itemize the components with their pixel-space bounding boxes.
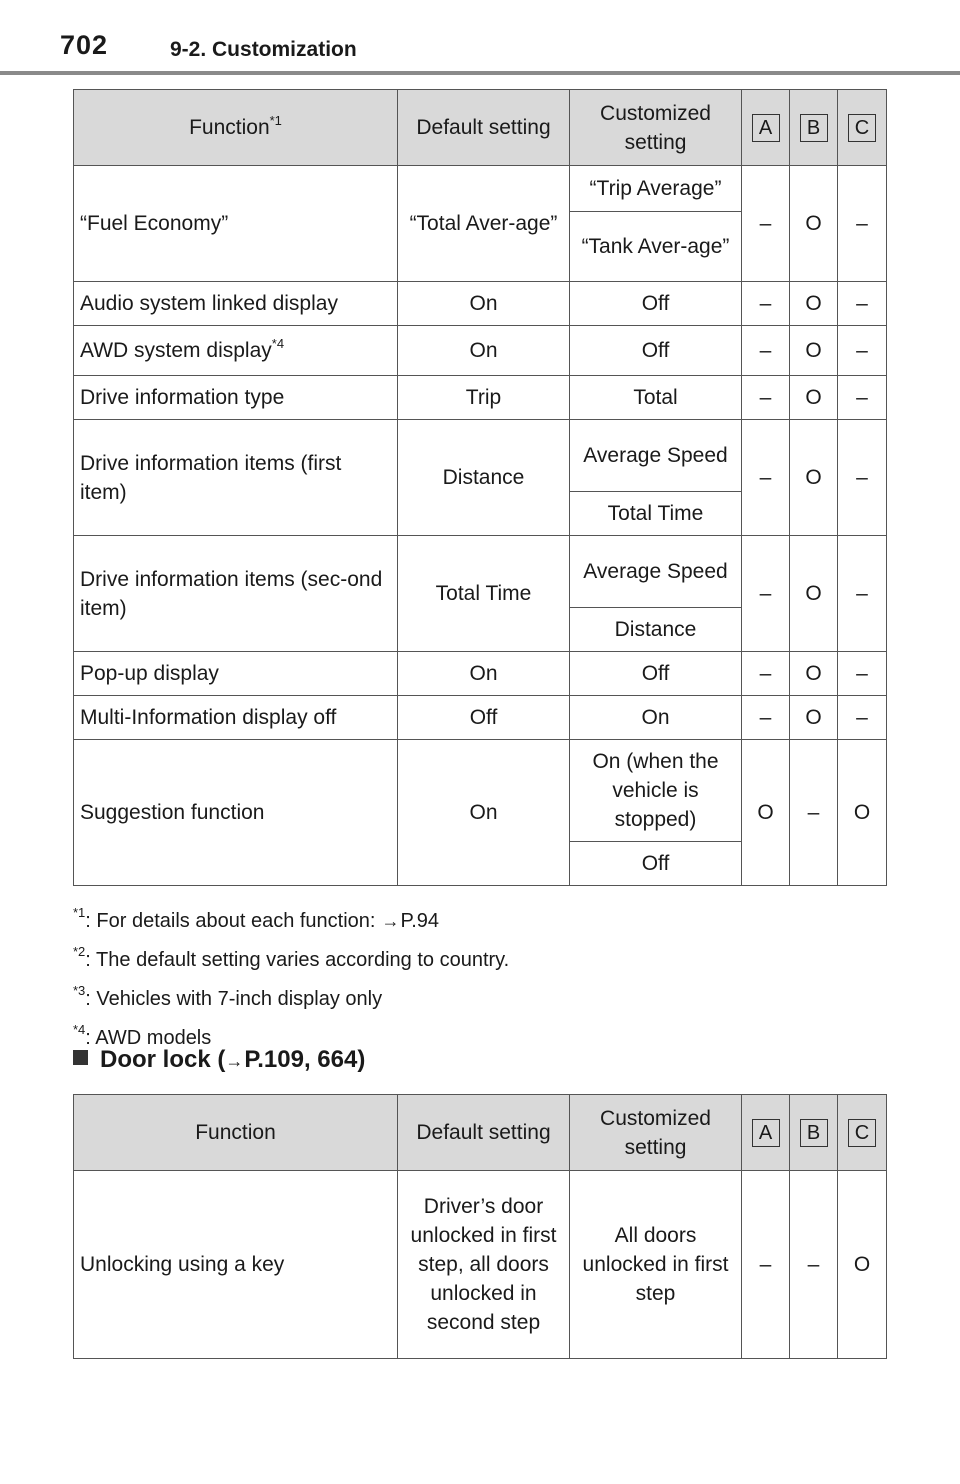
row-default: Total Time <box>398 536 570 652</box>
row-custom: Off <box>570 282 742 326</box>
row-c: O <box>838 1171 887 1359</box>
row-b: O <box>790 376 838 420</box>
row-b: – <box>790 740 838 886</box>
row-a: – <box>742 536 790 652</box>
footnote-1: $^{*1}$: For details about each function: →P.94 <box>73 893 509 932</box>
footnote-2: $^{*2}$: The default setting varies according to country. <box>73 944 510 971</box>
table-row <box>74 376 887 420</box>
footnote-3: $^{*3}$: Vehicles with 7-inch display only <box>73 983 383 1010</box>
header-function: Function <box>74 1095 398 1171</box>
row-c: – <box>838 166 887 282</box>
row-custom: Average Speed <box>570 420 742 492</box>
row-default: Driver’s door unlocked in first step, all doors unlocked in second step <box>398 1171 570 1359</box>
row-default: “Total Aver-age” <box>398 166 570 282</box>
row-custom: “Trip Average” <box>570 166 742 212</box>
row-function: Unlocking using a key <box>74 1171 398 1359</box>
row-c: – <box>838 420 887 536</box>
row-default: Trip <box>398 376 570 420</box>
row-c: – <box>838 652 887 696</box>
table-row <box>74 282 887 326</box>
page-number: 702 <box>60 30 109 60</box>
row-function: Multi-Information display off <box>74 696 398 740</box>
row-b: O <box>790 420 838 536</box>
row-custom: On <box>570 696 742 740</box>
table-row <box>74 740 887 842</box>
row-default: Distance <box>398 420 570 536</box>
header-col-a: A <box>742 90 790 166</box>
row-a: – <box>742 326 790 376</box>
header-col-b: B <box>790 1095 838 1171</box>
row-default: On <box>398 326 570 376</box>
section-title: 9-2. Customization <box>170 38 357 61</box>
row-a: – <box>742 1171 790 1359</box>
header-col-b: B <box>790 90 838 166</box>
row-function: Pop-up display <box>74 652 398 696</box>
header-col-c: C <box>838 90 887 166</box>
row-b: O <box>790 282 838 326</box>
row-function: Suggestion function <box>74 740 398 886</box>
row-custom: Off <box>570 326 742 376</box>
row-function: Drive information items (sec-ond item) <box>74 536 398 652</box>
table-row <box>74 1171 887 1359</box>
table-row <box>74 166 887 212</box>
square-bullet-icon <box>73 1050 88 1065</box>
row-b: O <box>790 166 838 282</box>
header-default-setting: Default setting <box>398 90 570 166</box>
row-function: Audio system linked display <box>74 282 398 326</box>
header-default-setting: Default setting <box>398 1095 570 1171</box>
row-custom: Distance <box>570 608 742 652</box>
row-b: O <box>790 652 838 696</box>
row-a: O <box>742 740 790 886</box>
row-a: – <box>742 652 790 696</box>
header-customized-setting: Customized setting <box>570 90 742 166</box>
row-function: “Fuel Economy” <box>74 166 398 282</box>
table-header-row <box>74 90 887 166</box>
row-c: – <box>838 536 887 652</box>
page-header <box>0 0 960 80</box>
row-b: O <box>790 536 838 652</box>
table-row <box>74 696 887 740</box>
row-custom: “Tank Aver-age” <box>570 212 742 282</box>
row-b: – <box>790 1171 838 1359</box>
row-function: Drive information type <box>74 376 398 420</box>
right-arrow-icon: → <box>381 911 400 931</box>
header-col-a: A <box>742 1095 790 1171</box>
footnotes <box>73 893 509 1049</box>
table-header-row <box>74 1095 887 1171</box>
table-row <box>74 420 887 492</box>
row-a: – <box>742 282 790 326</box>
row-custom: Off <box>570 842 742 886</box>
row-c: – <box>838 282 887 326</box>
header-customized-setting: Customized setting <box>570 1095 742 1171</box>
row-custom: Off <box>570 652 742 696</box>
header-function: Function$^{*1}$ <box>74 90 398 166</box>
footnote-link[interactable]: P.94 <box>400 910 440 932</box>
header-col-c: C <box>838 1095 887 1171</box>
row-custom: Total Time <box>570 492 742 536</box>
row-default: Off <box>398 696 570 740</box>
row-custom: All doors unlocked in first step <box>570 1171 742 1359</box>
row-b: O <box>790 696 838 740</box>
row-a: – <box>742 166 790 282</box>
row-function: AWD system display$^{*4}$ <box>74 326 398 376</box>
row-default: On <box>398 282 570 326</box>
door-lock-link[interactable]: P.109, 664) <box>244 1046 366 1073</box>
row-c: – <box>838 376 887 420</box>
row-function: Drive information items (first item) <box>74 420 398 536</box>
row-c: O <box>838 740 887 886</box>
right-arrow-icon: → <box>225 1051 244 1071</box>
table-row <box>74 326 887 376</box>
footnote-4: $^{*4}$: AWD models <box>73 1022 212 1049</box>
row-c: – <box>838 696 887 740</box>
door-lock-table <box>73 1094 887 1359</box>
row-a: – <box>742 376 790 420</box>
customization-table <box>73 89 887 886</box>
row-default: On <box>398 652 570 696</box>
row-default: On <box>398 740 570 886</box>
row-b: O <box>790 326 838 376</box>
row-a: – <box>742 420 790 536</box>
table-row <box>74 536 887 608</box>
row-custom: On (when the vehicle is stopped) <box>570 740 742 842</box>
header-rule <box>0 71 960 75</box>
table-row <box>74 652 887 696</box>
row-custom: Total <box>570 376 742 420</box>
row-c: – <box>838 326 887 376</box>
row-custom: Average Speed <box>570 536 742 608</box>
door-lock-heading: Door lock (→P.109, 664) <box>73 1046 365 1074</box>
row-a: – <box>742 696 790 740</box>
